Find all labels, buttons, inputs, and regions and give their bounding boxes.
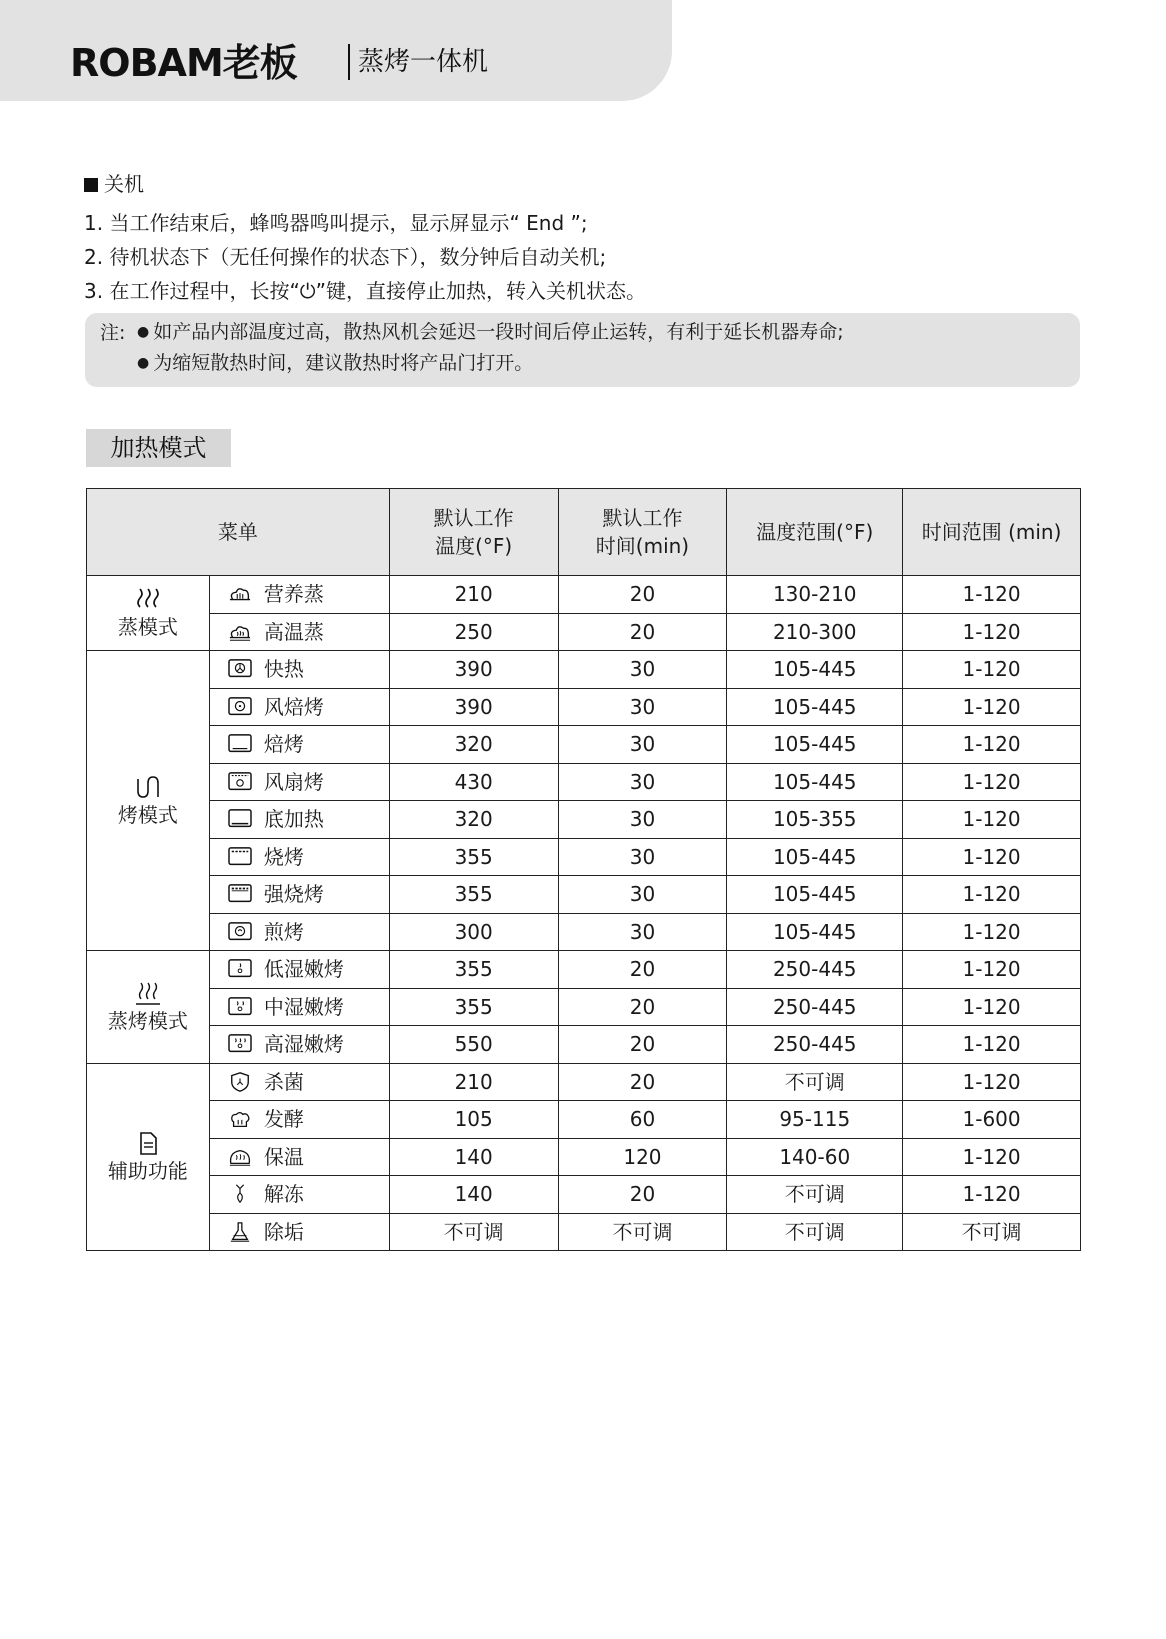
time-range-cell: 1-120 <box>903 613 1081 651</box>
mode-name: 杀菌 <box>263 1069 304 1094</box>
default-time-cell: 30 <box>558 913 727 951</box>
mode-name: 焙烤 <box>263 732 304 757</box>
default-time-cell: 30 <box>558 838 727 876</box>
steam-icon <box>134 586 162 612</box>
table-row <box>87 1026 1081 1064</box>
sterilize-icon <box>226 1071 254 1093</box>
defrost-icon <box>226 1183 254 1205</box>
default-time-cell: 20 <box>558 613 727 651</box>
col-header-default-time: 默认工作 时间(min) <box>558 489 727 576</box>
time-range-cell: 1-120 <box>903 913 1081 951</box>
default-time-cell: 30 <box>558 726 727 764</box>
time-range-cell: 1-120 <box>903 688 1081 726</box>
document-icon <box>134 1130 162 1156</box>
default-time-cell: 30 <box>558 801 727 839</box>
mode-name-cell <box>209 1063 389 1101</box>
default-temp-cell: 355 <box>389 876 558 914</box>
product-name: 蒸烤一体机 <box>358 47 489 77</box>
time-range-cell: 1-120 <box>903 1176 1081 1214</box>
temp-range-cell: 105-445 <box>727 876 903 914</box>
steam-bake-icon <box>134 980 162 1006</box>
mode-group-cell <box>87 951 210 1064</box>
time-range-cell: 不可调 <box>903 1213 1081 1251</box>
mode-group-name: 蒸模式 <box>117 615 178 639</box>
default-temp-cell: 140 <box>389 1138 558 1176</box>
mode-name-cell <box>209 576 389 614</box>
mode-name: 风扇烤 <box>263 769 324 794</box>
default-temp-cell: 355 <box>389 951 558 989</box>
time-range-cell: 1-120 <box>903 651 1081 689</box>
mode-name: 煎烤 <box>263 919 304 944</box>
default-temp-cell: 430 <box>389 763 558 801</box>
mode-name-cell <box>209 688 389 726</box>
mode-name: 除垢 <box>263 1219 304 1244</box>
mode-name-cell <box>209 988 389 1026</box>
time-range-cell: 1-120 <box>903 763 1081 801</box>
bottom-heat-icon <box>226 808 254 830</box>
mode-name-cell <box>209 613 389 651</box>
default-temp-cell: 105 <box>389 1101 558 1139</box>
default-temp-cell: 355 <box>389 838 558 876</box>
temp-range-cell: 不可调 <box>727 1213 903 1251</box>
table-header-row <box>87 489 1081 576</box>
grill-icon <box>226 846 254 868</box>
default-temp-cell: 不可调 <box>389 1213 558 1251</box>
time-range-cell: 1-120 <box>903 1063 1081 1101</box>
mode-group-cell <box>87 651 210 951</box>
mode-name: 营养蒸 <box>263 582 324 607</box>
temp-range-cell: 130-210 <box>727 576 903 614</box>
table-row <box>87 1138 1081 1176</box>
table-row <box>87 651 1081 689</box>
default-temp-cell: 550 <box>389 1026 558 1064</box>
mid-humidity-roast-icon <box>226 996 254 1018</box>
mode-name-cell <box>209 876 389 914</box>
note-item: ● 为缩短散热时间，建议散热时将产品门打开。 <box>137 348 844 379</box>
table-row <box>87 1063 1081 1101</box>
temp-range-cell: 210-300 <box>727 613 903 651</box>
note-box <box>85 313 1080 387</box>
temp-range-cell: 105-445 <box>727 651 903 689</box>
nutrition-steam-icon <box>226 583 254 605</box>
mode-group-cell <box>87 1063 210 1251</box>
temp-range-cell: 140-60 <box>727 1138 903 1176</box>
mode-name: 烧烤 <box>263 844 304 869</box>
temp-range-cell: 105-445 <box>727 763 903 801</box>
mode-name: 底加热 <box>263 807 324 832</box>
table-row <box>87 951 1081 989</box>
default-time-cell: 30 <box>558 651 727 689</box>
square-bullet-icon <box>84 178 98 192</box>
table-row <box>87 576 1081 614</box>
shutdown-title: 关机 <box>84 170 144 198</box>
default-temp-cell: 210 <box>389 576 558 614</box>
temp-range-cell: 250-445 <box>727 951 903 989</box>
table-row <box>87 1101 1081 1139</box>
default-time-cell: 不可调 <box>558 1213 727 1251</box>
col-header-menu: 菜单 <box>87 489 390 576</box>
table-row <box>87 688 1081 726</box>
temp-range-cell: 105-445 <box>727 838 903 876</box>
table-row <box>87 1176 1081 1214</box>
brand-logo: ROBAM老板 <box>70 41 297 85</box>
default-time-cell: 20 <box>558 576 727 614</box>
note-item: ● 如产品内部温度过高，散热风机会延迟一段时间后停止运转，有利于延长机器寿命; <box>137 317 844 348</box>
table-row <box>87 988 1081 1026</box>
table-row <box>87 1213 1081 1251</box>
table-row <box>87 613 1081 651</box>
default-time-cell: 20 <box>558 1063 727 1101</box>
table-row <box>87 801 1081 839</box>
mode-group-cell <box>87 576 210 651</box>
pan-bake-icon <box>226 921 254 943</box>
heating-mode-table <box>86 488 1081 1251</box>
default-temp-cell: 210 <box>389 1063 558 1101</box>
bake-icon <box>226 733 254 755</box>
shutdown-step: 2. 待机状态下（无任何操作的状态下），数分钟后自动关机; <box>84 245 607 269</box>
temp-range-cell: 105-355 <box>727 801 903 839</box>
fan-grill-icon <box>226 771 254 793</box>
mode-name-cell <box>209 951 389 989</box>
mode-name-cell <box>209 1213 389 1251</box>
note-label: 注: <box>100 322 126 344</box>
default-time-cell: 30 <box>558 876 727 914</box>
note-list <box>137 317 844 379</box>
mode-name-cell <box>209 801 389 839</box>
temp-range-cell: 250-445 <box>727 1026 903 1064</box>
mode-group-name: 蒸烤模式 <box>107 1008 188 1033</box>
col-header-default-temp: 默认工作 温度(°F) <box>389 489 558 576</box>
header-divider <box>348 44 350 80</box>
mode-name-cell <box>209 913 389 951</box>
default-temp-cell: 320 <box>389 726 558 764</box>
time-range-cell: 1-120 <box>903 838 1081 876</box>
heating-mode-title: 加热模式 <box>86 429 231 467</box>
default-time-cell: 30 <box>558 763 727 801</box>
default-time-cell: 30 <box>558 688 727 726</box>
high-humidity-roast-icon <box>226 1033 254 1055</box>
col-header-temp-range: 温度范围(°F) <box>727 489 903 576</box>
default-time-cell: 120 <box>558 1138 727 1176</box>
mode-group-name: 辅助功能 <box>107 1158 188 1183</box>
time-range-cell: 1-120 <box>903 876 1081 914</box>
table-row <box>87 838 1081 876</box>
mode-name: 强烧烤 <box>263 882 324 907</box>
default-temp-cell: 390 <box>389 688 558 726</box>
mode-name-cell <box>209 1138 389 1176</box>
high-temp-steam-icon <box>226 621 254 643</box>
default-time-cell: 20 <box>558 1176 727 1214</box>
default-temp-cell: 300 <box>389 913 558 951</box>
mode-name-cell <box>209 651 389 689</box>
time-range-cell: 1-600 <box>903 1101 1081 1139</box>
time-range-cell: 1-120 <box>903 1026 1081 1064</box>
temp-range-cell: 95-115 <box>727 1101 903 1139</box>
shutdown-steps <box>84 206 646 308</box>
mode-group-name: 烤模式 <box>117 802 178 827</box>
strong-grill-icon <box>226 883 254 905</box>
table-row <box>87 913 1081 951</box>
table-row <box>87 763 1081 801</box>
default-temp-cell: 320 <box>389 801 558 839</box>
mode-name-cell <box>209 838 389 876</box>
mode-name: 中湿嫩烤 <box>263 994 344 1019</box>
time-range-cell: 1-120 <box>903 801 1081 839</box>
default-time-cell: 20 <box>558 988 727 1026</box>
time-range-cell: 1-120 <box>903 726 1081 764</box>
time-range-cell: 1-120 <box>903 1138 1081 1176</box>
shutdown-step: 3. 在工作过程中，长按“⏻”键，直接停止加热，转入关机状态。 <box>84 279 646 303</box>
temp-range-cell: 105-445 <box>727 913 903 951</box>
shutdown-step: 1. 当工作结束后，蜂鸣器鸣叫提示，显示屏显示“ End ”; <box>84 211 588 235</box>
mode-name: 高温蒸 <box>263 619 324 644</box>
default-temp-cell: 250 <box>389 613 558 651</box>
mode-name-cell <box>209 1101 389 1139</box>
mode-name: 高湿嫩烤 <box>263 1032 344 1057</box>
mode-name: 发酵 <box>263 1107 304 1132</box>
temp-range-cell: 250-445 <box>727 988 903 1026</box>
mode-name: 保温 <box>263 1144 304 1169</box>
table-row <box>87 876 1081 914</box>
ferment-icon <box>226 1108 254 1130</box>
default-time-cell: 20 <box>558 1026 727 1064</box>
default-temp-cell: 140 <box>389 1176 558 1214</box>
fan-bake-icon <box>226 696 254 718</box>
mode-name: 风焙烤 <box>263 694 324 719</box>
descale-icon <box>226 1221 254 1243</box>
default-temp-cell: 355 <box>389 988 558 1026</box>
time-range-cell: 1-120 <box>903 576 1081 614</box>
default-temp-cell: 390 <box>389 651 558 689</box>
default-time-cell: 20 <box>558 951 727 989</box>
table-body <box>87 576 1081 1251</box>
mode-name-cell <box>209 763 389 801</box>
time-range-cell: 1-120 <box>903 988 1081 1026</box>
mode-name: 低湿嫩烤 <box>263 957 344 982</box>
temp-range-cell: 105-445 <box>727 726 903 764</box>
table-row <box>87 726 1081 764</box>
low-humidity-roast-icon <box>226 958 254 980</box>
mode-name-cell <box>209 1026 389 1064</box>
mode-name-cell <box>209 726 389 764</box>
fast-heat-icon <box>226 658 254 680</box>
temp-range-cell: 不可调 <box>727 1176 903 1214</box>
temp-range-cell: 105-445 <box>727 688 903 726</box>
mode-name: 解冻 <box>263 1182 304 1207</box>
keep-warm-icon <box>226 1146 254 1168</box>
mode-name-cell <box>209 1176 389 1214</box>
mode-name: 快热 <box>263 657 304 682</box>
temp-range-cell: 不可调 <box>727 1063 903 1101</box>
time-range-cell: 1-120 <box>903 951 1081 989</box>
col-header-time-range: 时间范围 (min) <box>903 489 1081 576</box>
default-time-cell: 60 <box>558 1101 727 1139</box>
heating-element-icon <box>134 774 162 800</box>
